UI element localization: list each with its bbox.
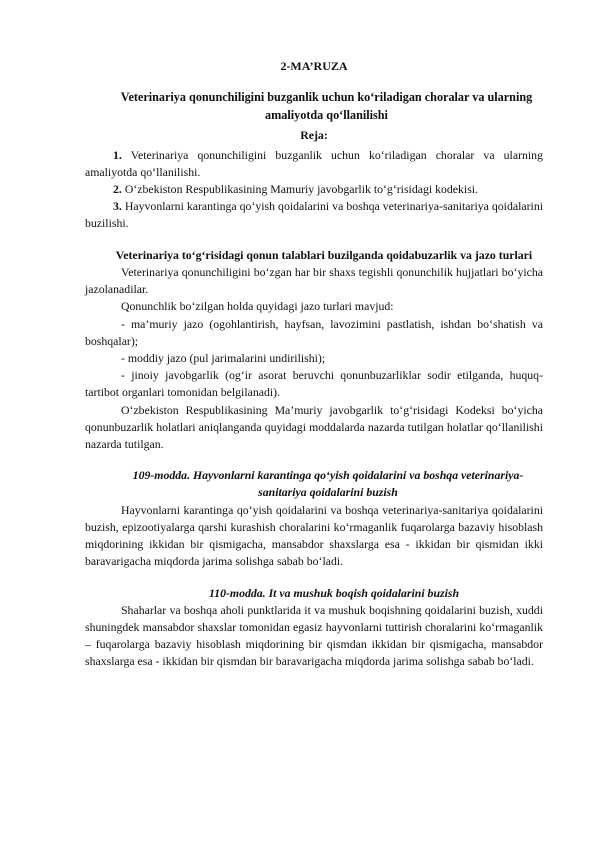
plan-item-1 <box>85 147 543 181</box>
lecture-main-title: Veterinariya qonunchiligini buzganlik uchun ko‘riladigan choralar va ularning amaliyotda qo‘llanilishi <box>120 89 533 123</box>
plan-item-2 <box>85 181 543 198</box>
plan-item-text: Veterinariya qonunchiligini buzganlik uchun ko‘riladigan choralar va ularning amaliyotda qo‘llanilishi. <box>85 147 543 179</box>
section1-paragraph: Qonunchlik bo‘zilgan holda quyidagi jazo turlari mavjud: <box>121 299 394 314</box>
article110-heading: 110-modda. It va mushuk boqish qoidalarini buzish <box>208 585 460 600</box>
section1-heading: Veterinariya to‘g‘risidagi qonun talablari buzilganda qoidabuzarlik va jazo turlari <box>115 247 533 262</box>
plan-list <box>85 147 543 233</box>
plan-item-text: Hayvonlarni karantinga qo‘yish qoidalarini va boshqa veterinariya-sanitariya qoidalarini buzilishi. <box>85 199 543 231</box>
article110-text: Shaharlar va boshqa aholi punktlarida it va mushuk boqishning qoidalarini buzish, xuddi shuningdek mansabdor shaxslar tomonidan egasiz hayvonlarni tuttirish choralarini ko‘rmaganlik – fuqarolarga bazaviy hisoblash miqdorining bir qismdan ikkidan bir qismigacha, mansabdor shaxslarga esa - ikkidan bir qismdan bir baravarigacha miqdorda jarima solishga sabab bo‘ladi. <box>85 602 543 669</box>
plan-item-3 <box>85 198 543 232</box>
plan-item-text: O‘zbekiston Respublikasining Mamuriy javobgarlik to‘g‘risidagi kodekisi. <box>124 181 479 196</box>
plan-item-number: 1. <box>113 147 122 162</box>
article109-heading: 109-modda. Hayvonlarni karantinga qo‘yish qoidalarini va boshqa veterinariya-sanitariya qoidalarini buzish <box>132 468 524 500</box>
section1-paragraph: - moddiy jazo (pul jarimalarini undirilishi); <box>121 350 326 365</box>
article109-text: Hayvonlarni karantinga qo‘yish qoidalarini va boshqa veterinariya-sanitariya qoidalarini buzish, epizootiyalarga qarshi kurashish choralarini ko‘rmaganlik fuqarolarga bazaviy hisoblash miqdorining ikkidan bir qismigacha, mansabdor shaxslarga esa - ikkidan bir qismidan ikki baravarigacha miqdorda jarima solishga sabab bo‘ladi. <box>85 502 543 569</box>
section1-paragraph: O‘zbekiston Respublikasining Ma’muriy javobgarlik to‘g‘risidagi Kodeksi bo‘yicha qonunbuzarlik holatlari aniqlanganda quyidagi moddalarda nazarda tutilgan holatlar qo‘llanilishi nazarda tutilgan. <box>85 402 543 452</box>
section1-paragraph: - jinoiy javobgarlik (og‘ir asorat beruvchi qonunbuzarliklar sodir etilganda, huquq-tartibot organlari tomonidan belgilanadi). <box>85 368 543 400</box>
plan-item-number: 3. <box>113 199 122 214</box>
plan-heading: Reja: <box>300 128 328 143</box>
section1-paragraph: - ma’muriy jazo (ogohlantirish, hayfsan, lavozimini pastlatish, ishdan bo‘shatish va boshqalar); <box>85 316 543 348</box>
section1-body <box>85 264 543 453</box>
page-content <box>85 58 543 671</box>
lecture-number-title: 2-MA’RUZA <box>280 59 348 73</box>
section1-paragraph: Veterinariya qonunchiligini bo‘zgan har bir shaxs tegishli qonunchilik hujjatlari bo‘yicha jazolanadilar. <box>85 264 543 297</box>
plan-item-number: 2. <box>113 181 122 196</box>
